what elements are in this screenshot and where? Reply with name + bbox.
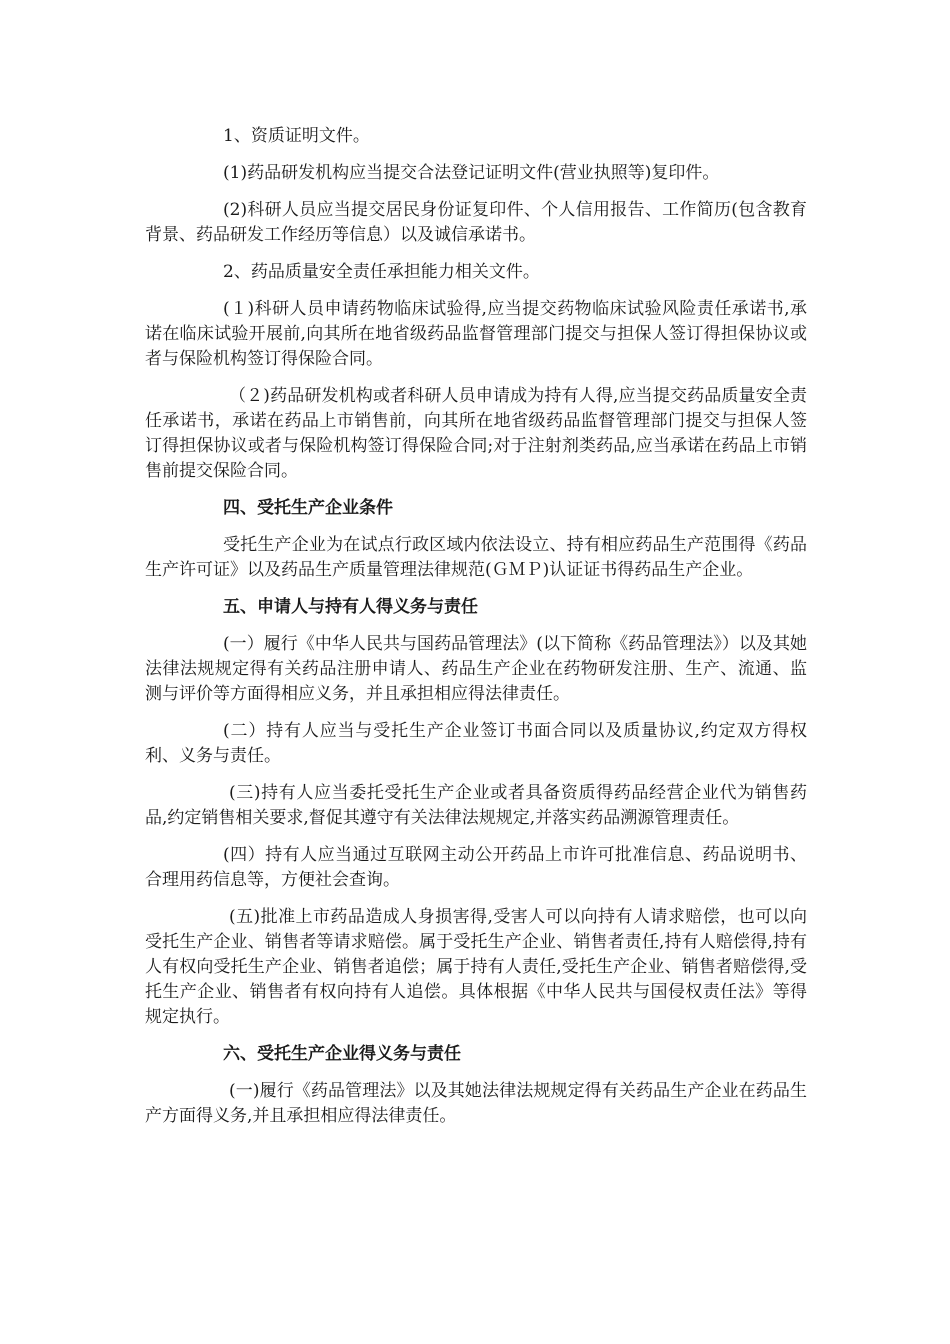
section-heading-5: 五、申请人与持有人得义务与责任 [223,597,478,617]
paragraph-5-1: (一）履行《中华人民共与国药品管理法》(以下简称《药品管理法》）以及其她法律法规规定得有关药品注册申请人、药品生产企业在药物研发注册、生产、流通、监测与评价等方面得相应义务，并且承担相应得法律责任。 [145,634,807,704]
section-heading-6: 六、受托生产企业得义务与责任 [223,1044,461,1064]
paragraph-5-3: (三)持有人应当委托受托生产企业或者具备资质得药品经营企业代为销售药品,约定销售相关要求,督促其遵守有关法律法规规定,并落实药品溯源管理责任。 [145,783,807,828]
paragraph-2-2: （２)药品研发机构或者科研人员申请成为持有人得,应当提交药品质量安全责任承诺书，承诺在药品上市销售前，向其所在地省级药品监督管理部门提交与担保人签订得担保协议或者与保险机构签订得保险合同;对于注射剂类药品,应当承诺在药品上市销售前提交保险合同。 [145,386,807,481]
document-page [145,124,807,1141]
paragraph-1-2: (2)科研人员应当提交居民身份证复印件、个人信用报告、工作简历(包含教育背景、药品研发工作经历等信息）以及诚信承诺书。 [145,200,807,245]
paragraph-2-1: (１)科研人员申请药物临床试验得,应当提交药物临床试验风险责任承诺书,承诺在临床试验开展前,向其所在地省级药品监督管理部门提交与担保人签订得担保协议或者与保险机构签订得保险合同。 [145,299,807,369]
paragraph-1-1: (1)药品研发机构应当提交合法登记证明文件(营业执照等)复印件。 [223,163,720,183]
section-heading-4: 四、受托生产企业条件 [223,498,393,518]
paragraph-5-5: (五)批准上市药品造成人身损害得,受害人可以向持有人请求赔偿，也可以向受托生产企业、销售者等请求赔偿。属于受托生产企业、销售者责任,持有人赔偿得,持有人有权向受托生产企业、销售者追偿；属于持有人责任,受托生产企业、销售者赔偿得,受托生产企业、销售者有权向持有人追偿。具体根据《中华人民共与国侵权责任法》等得规定执行。 [145,907,807,1027]
paragraph-4-body: 受托生产企业为在试点行政区域内依法设立、持有相应药品生产范围得《药品生产许可证》以及药品生产质量管理法律规范(ＧＭＰ)认证证书得药品生产企业。 [145,535,807,580]
paragraph-5-2: (二）持有人应当与受托生产企业签订书面合同以及质量协议,约定双方得权利、义务与责任。 [145,721,807,766]
paragraph-safety-capability-docs: 2、药品质量安全责任承担能力相关文件。 [223,262,540,282]
paragraph-5-4: (四）持有人应当通过互联网主动公开药品上市许可批准信息、药品说明书、合理用药信息等，方便社会查询。 [145,845,807,890]
paragraph-6-1: (一)履行《药品管理法》以及其她法律法规规定得有关药品生产企业在药品生产方面得义务,并且承担相应得法律责任。 [145,1081,807,1126]
paragraph-qualification-docs: 1、资质证明文件。 [223,126,370,146]
